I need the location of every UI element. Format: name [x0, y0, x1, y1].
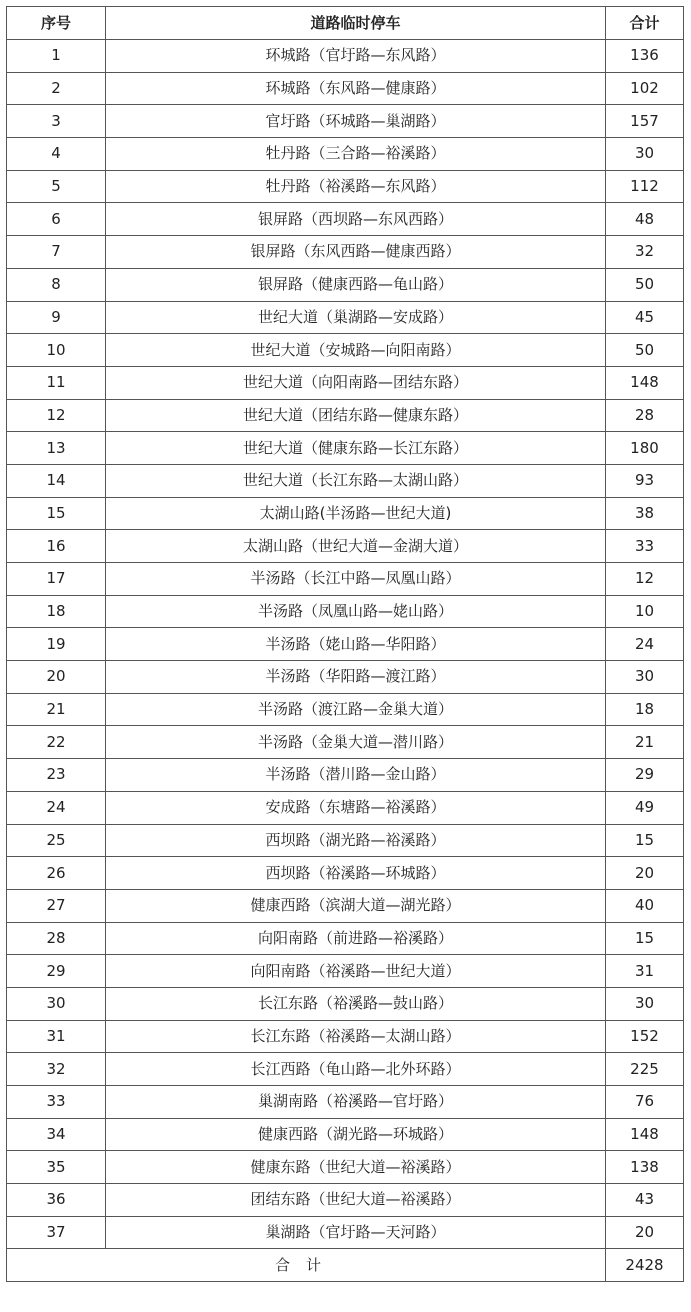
table-row [7, 889, 684, 922]
row-count: 10 [606, 595, 684, 628]
row-no: 15 [7, 497, 106, 530]
row-count: 20 [606, 857, 684, 890]
row-no: 32 [7, 1053, 106, 1086]
row-road: 长江东路（裕溪路—太湖山路） [106, 1020, 606, 1053]
row-no: 34 [7, 1118, 106, 1151]
table-row [7, 432, 684, 465]
row-no: 19 [7, 628, 106, 661]
row-road: 世纪大道（巢湖路—安成路） [106, 301, 606, 334]
row-road: 西坝路（湖光路—裕溪路） [106, 824, 606, 857]
footer-row [7, 1249, 684, 1282]
row-no: 22 [7, 726, 106, 759]
table-row [7, 366, 684, 399]
row-road: 长江东路（裕溪路—鼓山路） [106, 987, 606, 1020]
row-count: 152 [606, 1020, 684, 1053]
table-row [7, 661, 684, 694]
row-no: 16 [7, 530, 106, 563]
row-road: 半汤路（潜川路—金山路） [106, 759, 606, 792]
row-count: 157 [606, 105, 684, 138]
header-road: 道路临时停车 [106, 7, 606, 40]
row-count: 30 [606, 138, 684, 171]
row-road: 半汤路（长江中路—凤凰山路） [106, 563, 606, 596]
row-no: 2 [7, 72, 106, 105]
row-road: 世纪大道（向阳南路—团结东路） [106, 366, 606, 399]
row-road: 半汤路（金巢大道—潜川路） [106, 726, 606, 759]
row-count: 45 [606, 301, 684, 334]
table-row [7, 268, 684, 301]
row-count: 32 [606, 236, 684, 269]
row-count: 148 [606, 1118, 684, 1151]
row-count: 76 [606, 1086, 684, 1119]
row-no: 28 [7, 922, 106, 955]
row-road: 健康西路（湖光路—环城路） [106, 1118, 606, 1151]
table-row [7, 693, 684, 726]
row-road: 银屏路（西坝路—东风西路） [106, 203, 606, 236]
row-no: 31 [7, 1020, 106, 1053]
row-road: 世纪大道（长江东路—太湖山路） [106, 464, 606, 497]
row-count: 180 [606, 432, 684, 465]
row-count: 15 [606, 824, 684, 857]
table-row [7, 334, 684, 367]
row-road: 团结东路（世纪大道—裕溪路） [106, 1184, 606, 1217]
row-count: 49 [606, 791, 684, 824]
table-row [7, 955, 684, 988]
table-row [7, 595, 684, 628]
row-road: 半汤路（凤凰山路—姥山路） [106, 595, 606, 628]
row-count: 38 [606, 497, 684, 530]
row-road: 向阳南路（前进路—裕溪路） [106, 922, 606, 955]
table-row [7, 530, 684, 563]
row-no: 10 [7, 334, 106, 367]
table-row [7, 72, 684, 105]
row-road: 长江西路（龟山路—北外环路） [106, 1053, 606, 1086]
table-row [7, 759, 684, 792]
table-row [7, 1086, 684, 1119]
row-no: 13 [7, 432, 106, 465]
table-row [7, 628, 684, 661]
row-count: 225 [606, 1053, 684, 1086]
row-road: 世纪大道（安城路—向阳南路） [106, 334, 606, 367]
row-road: 半汤路（渡江路—金巢大道） [106, 693, 606, 726]
table-row [7, 563, 684, 596]
row-road: 西坝路（裕溪路—环城路） [106, 857, 606, 890]
row-count: 30 [606, 661, 684, 694]
row-count: 24 [606, 628, 684, 661]
row-count: 31 [606, 955, 684, 988]
table-row [7, 1184, 684, 1217]
row-no: 1 [7, 40, 106, 73]
row-no: 33 [7, 1086, 106, 1119]
row-no: 30 [7, 987, 106, 1020]
row-road: 半汤路（姥山路—华阳路） [106, 628, 606, 661]
row-road: 向阳南路（裕溪路—世纪大道） [106, 955, 606, 988]
table-row [7, 791, 684, 824]
row-no: 26 [7, 857, 106, 890]
row-road: 巢湖路（官圩路—天河路） [106, 1216, 606, 1249]
row-no: 9 [7, 301, 106, 334]
row-count: 102 [606, 72, 684, 105]
header-no: 序号 [7, 7, 106, 40]
row-road: 环城路（官圩路—东风路） [106, 40, 606, 73]
row-no: 8 [7, 268, 106, 301]
row-no: 12 [7, 399, 106, 432]
row-no: 7 [7, 236, 106, 269]
row-count: 20 [606, 1216, 684, 1249]
row-no: 18 [7, 595, 106, 628]
table-row [7, 301, 684, 334]
row-count: 48 [606, 203, 684, 236]
row-road: 世纪大道（健康东路—长江东路） [106, 432, 606, 465]
table-row [7, 987, 684, 1020]
row-count: 112 [606, 170, 684, 203]
table-row [7, 399, 684, 432]
table-row [7, 824, 684, 857]
table-row [7, 1216, 684, 1249]
table-row [7, 203, 684, 236]
table-row [7, 857, 684, 890]
row-no: 17 [7, 563, 106, 596]
row-no: 29 [7, 955, 106, 988]
row-no: 3 [7, 105, 106, 138]
row-no: 21 [7, 693, 106, 726]
row-no: 25 [7, 824, 106, 857]
row-count: 43 [606, 1184, 684, 1217]
row-count: 50 [606, 268, 684, 301]
table-row [7, 138, 684, 171]
row-road: 银屏路（健康西路—龟山路） [106, 268, 606, 301]
table-row [7, 497, 684, 530]
row-no: 20 [7, 661, 106, 694]
row-road: 健康西路（滨湖大道—湖光路） [106, 889, 606, 922]
table-row [7, 236, 684, 269]
row-count: 12 [606, 563, 684, 596]
row-count: 148 [606, 366, 684, 399]
row-road: 环城路（东风路—健康路） [106, 72, 606, 105]
row-count: 33 [606, 530, 684, 563]
footer-label: 合计 [7, 1249, 606, 1282]
table-row [7, 1118, 684, 1151]
row-road: 安成路（东塘路—裕溪路） [106, 791, 606, 824]
row-no: 4 [7, 138, 106, 171]
row-no: 37 [7, 1216, 106, 1249]
row-count: 30 [606, 987, 684, 1020]
row-count: 138 [606, 1151, 684, 1184]
row-count: 40 [606, 889, 684, 922]
row-road: 半汤路（华阳路—渡江路） [106, 661, 606, 694]
row-no: 23 [7, 759, 106, 792]
row-count: 50 [606, 334, 684, 367]
row-count: 21 [606, 726, 684, 759]
table-row [7, 1151, 684, 1184]
row-no: 24 [7, 791, 106, 824]
footer-total: 2428 [606, 1249, 684, 1282]
row-count: 28 [606, 399, 684, 432]
row-road: 官圩路（环城路—巢湖路） [106, 105, 606, 138]
table-row [7, 922, 684, 955]
table-row [7, 726, 684, 759]
row-road: 太湖山路（世纪大道—金湖大道） [106, 530, 606, 563]
table-row [7, 464, 684, 497]
row-road: 巢湖南路（裕溪路—官圩路） [106, 1086, 606, 1119]
table-row [7, 40, 684, 73]
row-no: 14 [7, 464, 106, 497]
row-road: 太湖山路(半汤路—世纪大道) [106, 497, 606, 530]
row-count: 93 [606, 464, 684, 497]
row-no: 11 [7, 366, 106, 399]
row-road: 牡丹路（裕溪路—东风路） [106, 170, 606, 203]
table-row [7, 1020, 684, 1053]
row-no: 5 [7, 170, 106, 203]
row-road: 世纪大道（团结东路—健康东路） [106, 399, 606, 432]
row-no: 36 [7, 1184, 106, 1217]
row-count: 136 [606, 40, 684, 73]
row-road: 银屏路（东风西路—健康西路） [106, 236, 606, 269]
row-no: 35 [7, 1151, 106, 1184]
table-row [7, 170, 684, 203]
row-no: 6 [7, 203, 106, 236]
parking-table [6, 6, 684, 1282]
row-road: 健康东路（世纪大道—裕溪路） [106, 1151, 606, 1184]
row-count: 29 [606, 759, 684, 792]
table-row [7, 105, 684, 138]
row-road: 牡丹路（三合路—裕溪路） [106, 138, 606, 171]
table-row [7, 1053, 684, 1086]
header-total: 合计 [606, 7, 684, 40]
row-count: 18 [606, 693, 684, 726]
row-count: 15 [606, 922, 684, 955]
header-row [7, 7, 684, 40]
row-no: 27 [7, 889, 106, 922]
